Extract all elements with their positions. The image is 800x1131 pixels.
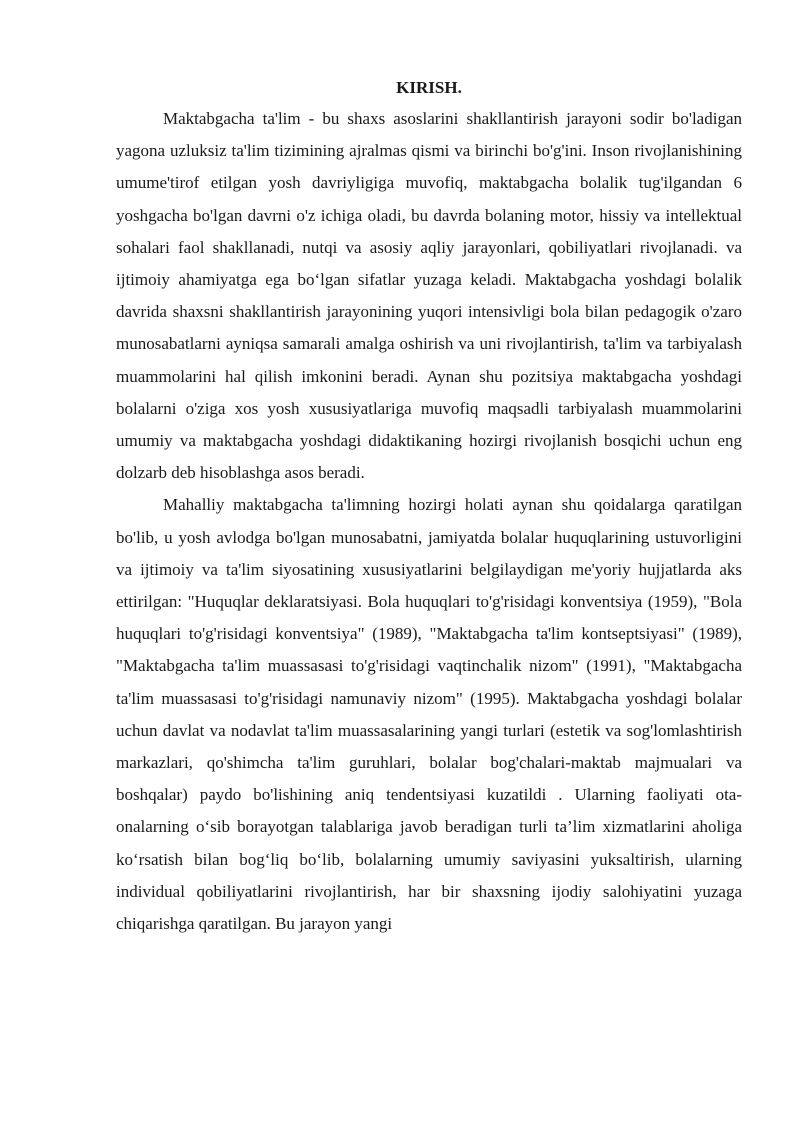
paragraph-2: Mahalliy maktabgacha ta'limning hozirgi holati aynan shu qoidalarga qaratilgan bo'lib, u yosh avlodga bo'lgan munosabatni, jamiyatda bolalar huquqlarining ustuvorligini va ijtimoiy va ta'lim siyosatining xususiyatlarini belgilaydigan me'yoriy hujjatlarda aks ettirilgan: "Huquqlar deklaratsiyasi. Bola huquqlari to'g'risidagi konventsiya (1959), "Bola huquqlari to'g'risidagi konventsiya" (1989), "Maktabgacha ta'lim kontseptsiyasi" (1989), "Maktabgacha ta'lim muassasasi to'g'risidagi vaqtinchalik nizom" (1991), "Maktabgacha ta'lim muassasasi to'g'risidagi namunaviy nizom" (1995). Maktabgacha yoshdagi bolalar uchun davlat va nodavlat ta'lim muassasalarining yangi turlari (estetik va sog'lomlashtirish markazlari, qo'shimcha ta'lim guruhlari, bolalar bog'chalari-maktab majmualari va boshqalar) paydo bo'lishining aniq tendentsiyasi kuzatildi . Ularning faoliyati ota-onalarning o‘sib borayotgan talablariga javob beradigan turli ta’lim xizmatlarini aholiga ko‘rsatish bilan bog‘liq bo‘lib, bolalarning umumiy saviyasini yuksaltirish, ularning individual qobiliyatlarini rivojlantirish, har bir shaxsning ijodiy salohiyatini yuzaga chiqarishga qaratilgan. Bu jarayon yangi (116, 495, 742, 934)
document-body (116, 74, 742, 940)
section-title: KIRISH. (396, 78, 462, 97)
paragraph-1: Maktabgacha ta'lim - bu shaxs asoslarini shakllantirish jarayoni sodir bo'ladigan yagona uzluksiz ta'lim tizimining ajralmas qismi va birinchi bo'g'ini. Inson rivojlanishining umume'tirof etilgan yosh davriyligiga muvofiq, maktabgacha bolalik tug'ilgandan 6 yoshgacha bo'lgan davrni o'z ichiga oladi, bu davrda bolaning motor, hissiy va intellektual sohalari faol shakllanadi, nutqi va asosiy aqliy jarayonlari, qobiliyatlari rivojlanadi. va ijtimoiy ahamiyatga ega bo‘lgan sifatlar yuzaga keladi. Maktabgacha yoshdagi bolalik davrida shaxsni shakllantirish jarayonining yuqori intensivligi bola bilan pedagogik o'zaro munosabatlarni ayniqsa samarali amalga oshirish va uni rivojlantirish, ta'lim va tarbiyalash muammolarini hal qilish imkonini beradi. Aynan shu pozitsiya maktabgacha yoshdagi bolalarni o'ziga xos yosh xususiyatlariga muvofiq maqsadli tarbiyalash muammolarini umumiy va maktabgacha yoshdagi didaktikaning hozirgi rivojlanish bosqichi uchun eng dolzarb deb hisoblashga asos beradi. (116, 109, 742, 483)
